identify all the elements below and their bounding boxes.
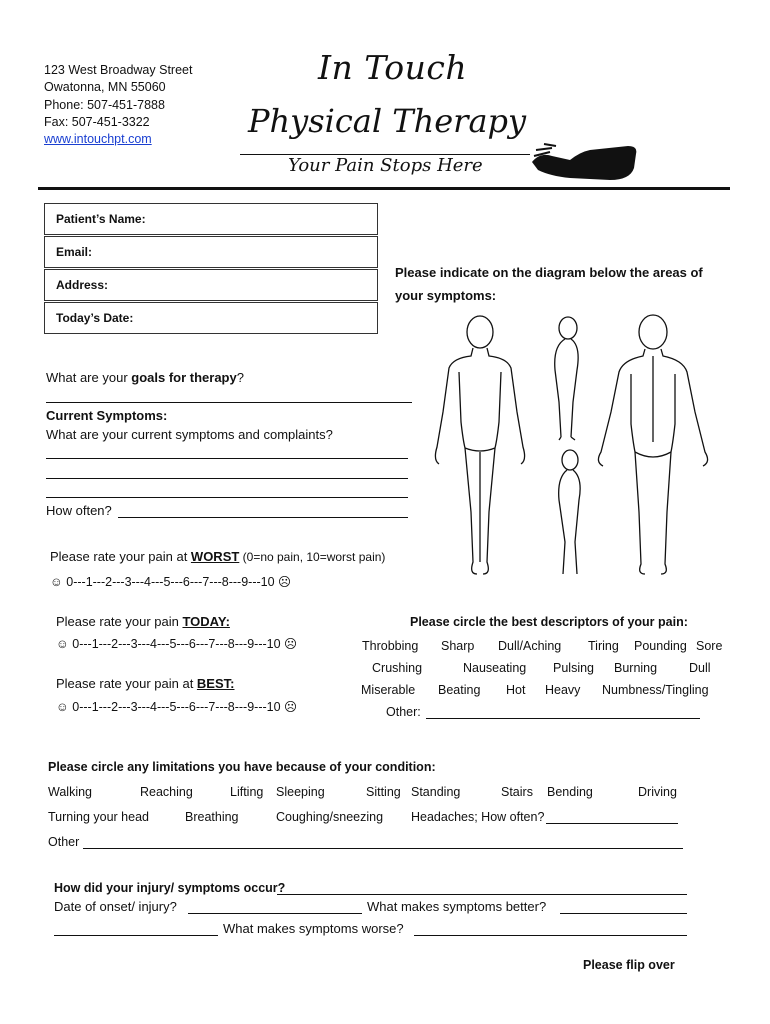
onset-label: Date of onset/ injury? [54,899,177,914]
better-label: What makes symptoms better? [367,899,547,914]
how-often-line[interactable] [118,517,408,518]
descriptors-title: Please circle the best descriptors of your pain: [410,615,688,629]
frown-icon: ☹ [278,575,292,589]
frown-icon: ☹ [284,637,298,651]
diagram-instruction: Please indicate on the diagram below the areas of your symptoms: [395,265,703,303]
goals-answer-line[interactable] [46,402,412,403]
descriptor-option[interactable]: Dull [689,661,711,675]
symptoms-answer-line[interactable] [46,497,408,498]
goals-question [46,370,244,385]
descriptor-option[interactable]: Beating [438,683,481,697]
email-field[interactable] [44,236,378,268]
limitation-other-line[interactable] [83,848,683,849]
limitation-option[interactable]: Coughing/sneezing [276,810,384,824]
limitation-option[interactable]: Sleeping [276,785,325,799]
limitation-option[interactable]: Bending [547,785,593,799]
headache-frequency-line[interactable] [546,823,678,824]
date-field[interactable] [44,302,378,334]
descriptor-option[interactable]: Crushing [372,661,423,675]
descriptor-option[interactable]: Nauseating [463,661,527,675]
website-link[interactable]: www.intouchpt.com [44,132,152,147]
limitation-option[interactable]: Standing [411,785,461,799]
descriptor-option[interactable]: Sharp [441,639,475,653]
patient-name-label: Patient’s Name: [56,212,146,226]
pain-scale-text: 0---1---2---3---4---5---6---7---8---9---10 [72,637,281,651]
limitation-option[interactable]: Breathing [185,810,239,824]
address-line: 123 West Broadway Street [44,63,193,77]
limitation-other-label: Other [48,835,80,849]
symptoms-answer-line[interactable] [46,458,408,459]
pain-best-prefix: Please rate your pain at [56,676,197,691]
fax-line: Fax: 507-451-3322 [44,114,150,129]
pain-worst-prefix: Please rate your pain at [50,549,191,564]
descriptor-option[interactable]: Numbness/Tingling [602,683,709,697]
limitation-option[interactable]: Driving [638,785,677,799]
body-diagram-icon[interactable] [425,312,725,584]
injury-answer-line[interactable] [277,894,687,895]
pain-worst-suffix: (0=no pain, 10=worst pain) [239,550,386,564]
pain-best-question [56,676,234,691]
onset-line[interactable] [188,913,362,914]
smile-icon: ☺ [50,575,63,589]
clinic-address [44,62,192,148]
symptoms-answer-line[interactable] [46,478,408,479]
injury-question: How did your injury/ symptoms occur? [54,881,286,895]
limitation-option[interactable]: Walking [48,785,92,799]
pain-today-bold: TODAY: [182,614,230,629]
limitation-option[interactable]: Lifting [230,785,264,799]
descriptor-option[interactable]: Heavy [545,683,581,697]
goals-bold: goals for therapy [131,370,237,385]
descriptor-option[interactable]: Tiring [588,639,619,653]
header-divider [38,187,730,190]
symptoms-question: What are your current symptoms and complaints? [46,427,333,442]
frown-icon: ☹ [284,700,298,714]
pain-scale-text: 0---1---2---3---4---5---6---7---8---9---10 [66,575,275,589]
address-line: Owatonna, MN 55060 [44,80,166,95]
tagline: Your Pain Stops Here [288,155,483,176]
how-often-label: How often? [46,503,112,518]
descriptor-other-line[interactable] [426,718,700,719]
patient-info-box [44,203,378,335]
limitation-option[interactable]: Sitting [366,785,401,799]
goals-suffix: ? [236,370,244,385]
pain-worst-bold: WORST [190,549,240,564]
email-label: Email: [56,245,93,259]
address-label: Address: [56,278,109,292]
smile-icon: ☺ [56,637,69,651]
descriptor-option[interactable]: Throbbing [362,639,419,653]
pain-worst-scale[interactable] [50,574,291,589]
pain-today-scale[interactable] [56,636,297,651]
descriptor-option[interactable]: Sore [696,639,723,653]
descriptor-option[interactable]: Hot [506,683,526,697]
pain-today-prefix: Please rate your pain [56,614,183,629]
date-label: Today’s Date: [56,311,134,325]
limitations-title: Please circle any limitations you have because of your condition: [48,760,436,774]
pain-worst-question [50,549,385,564]
pain-best-bold: BEST: [196,676,235,691]
brand-title-line2: Physical Therapy [248,102,527,140]
patient-name-field[interactable] [44,203,378,235]
descriptor-option[interactable]: Miserable [361,683,416,697]
brand-title-line1: In Touch [318,48,468,87]
flip-over-note: Please flip over [583,958,675,972]
worse-label: What makes symptoms worse? [223,921,404,936]
descriptor-other-label: Other: [386,705,421,719]
symptoms-title: Current Symptoms: [46,408,168,423]
better-line-continued[interactable] [54,935,218,936]
pain-scale-text: 0---1---2---3---4---5---6---7---8---9---10 [72,700,281,714]
better-line[interactable] [560,913,687,914]
goals-prefix: What are your [46,370,132,385]
pain-best-scale[interactable] [56,699,297,714]
address-field[interactable] [44,269,378,301]
descriptor-option[interactable]: Pounding [634,639,687,653]
limitation-option[interactable]: Stairs [501,785,533,799]
limitation-option[interactable]: Reaching [140,785,193,799]
open-hand-icon [530,140,640,184]
descriptor-option[interactable]: Dull/Aching [498,639,562,653]
limitation-option[interactable]: Headaches; How often? [411,810,545,824]
smile-icon: ☺ [56,700,69,714]
worse-line[interactable] [414,935,687,936]
phone-line: Phone: 507-451-7888 [44,97,165,112]
descriptor-option[interactable]: Burning [614,661,658,675]
pain-today-question [56,614,230,629]
descriptor-option[interactable]: Pulsing [553,661,594,675]
limitation-option[interactable]: Turning your head [48,810,149,824]
